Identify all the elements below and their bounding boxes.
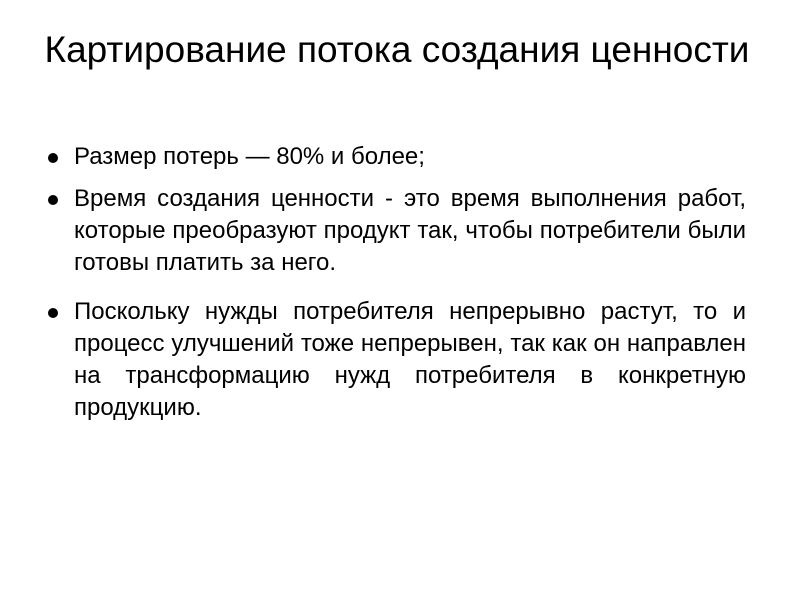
bullet-list [48, 141, 746, 424]
bullet-item [48, 183, 746, 279]
bullet-dot-icon [48, 153, 58, 163]
bullet-item [48, 141, 746, 173]
bullet-text: Поскольку нужды потребителя непрерывно растут, то и процесс улучшений тоже непрерывен, так как он направлен на трансформацию нужд потребителя в конкретную продукцию. [74, 298, 746, 421]
bullet-text: Время создания ценности - это время выполнения работ, которые преобразуют продукт так, чтобы потребители были готовы платить за него. [74, 185, 746, 276]
bullet-text: Размер потерь — 80% и более; [74, 143, 425, 170]
bullet-dot-icon [48, 195, 58, 205]
slide-title: Картирование потока создания ценности [44, 29, 750, 70]
bullet-item [48, 296, 746, 424]
bullet-dot-icon [48, 308, 58, 318]
